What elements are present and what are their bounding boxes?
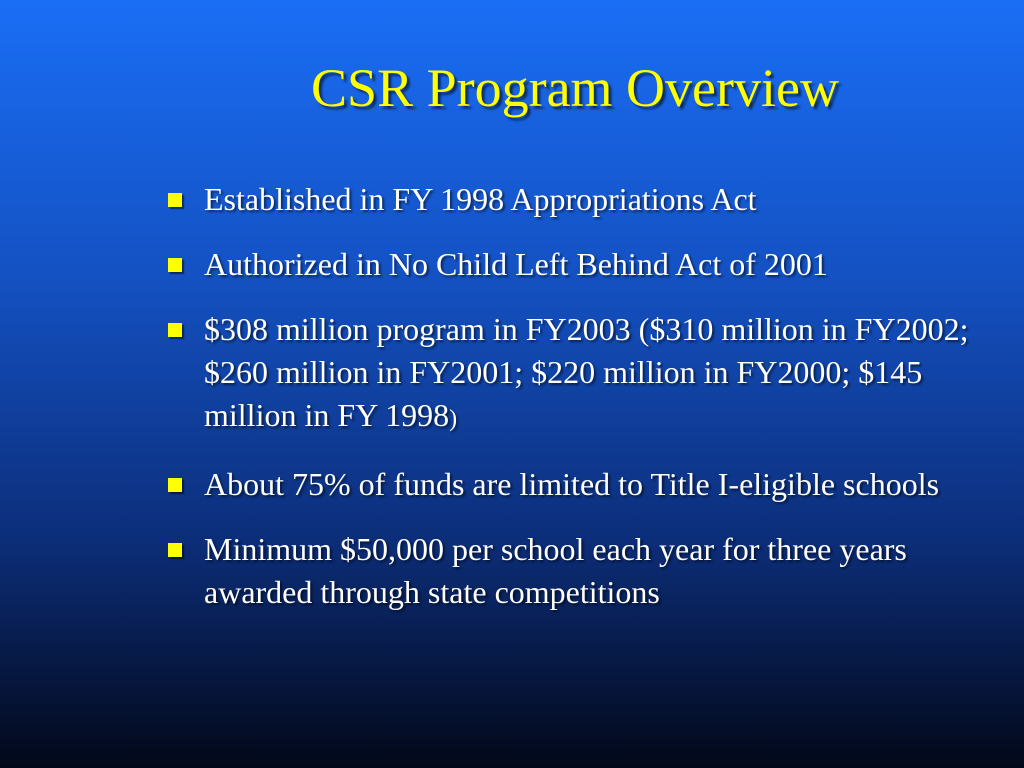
bullet-text: $308 million program in FY2003 ($310 million in FY2002; $260 million in FY2001; $220 million in FY2000; $145 million in FY 1998 xyxy=(204,311,969,433)
bullet-closing-paren: ) xyxy=(449,406,458,432)
bullet-item-5 xyxy=(168,528,1018,614)
bullet-text: Established in FY 1998 Appropriations Act xyxy=(204,181,757,217)
bullet-text: Minimum $50,000 per school each year for three years awarded through state competitions xyxy=(204,531,907,610)
square-bullet-icon xyxy=(168,543,182,557)
bullet-item-1 xyxy=(168,178,1018,221)
bullet-item-4 xyxy=(168,463,1018,506)
square-bullet-icon xyxy=(168,258,182,272)
square-bullet-icon xyxy=(168,323,182,337)
bullet-text: Authorized in No Child Left Behind Act of 2001 xyxy=(204,246,828,282)
square-bullet-icon xyxy=(168,193,182,207)
square-bullet-icon xyxy=(168,478,182,492)
bullet-text: About 75% of funds are limited to Title I-eligible schools xyxy=(204,466,940,502)
slide-title: CSR Program Overview xyxy=(311,58,839,118)
bullet-item-3 xyxy=(168,308,1018,441)
bullet-item-2 xyxy=(168,243,1018,286)
bullet-list xyxy=(168,178,1018,636)
